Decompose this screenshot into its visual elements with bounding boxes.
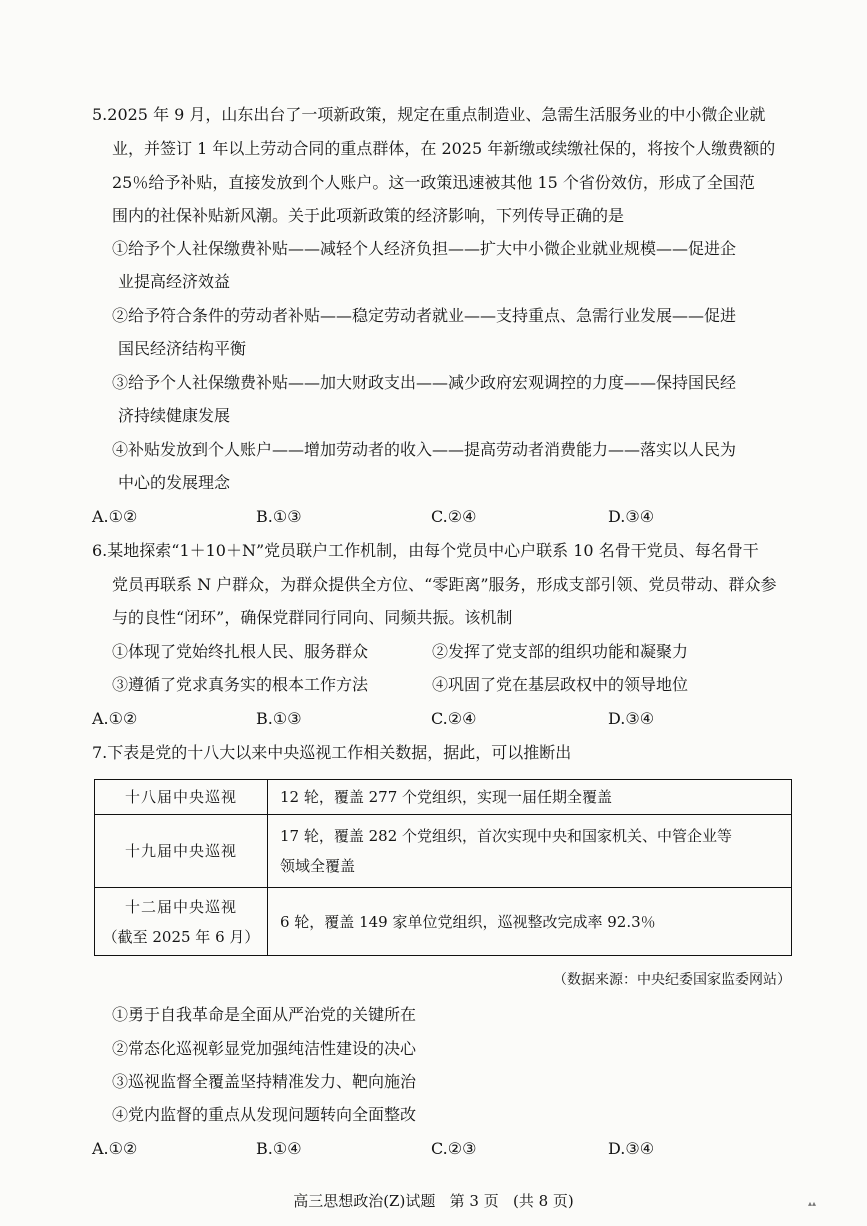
row-label: 十九届中央巡视 — [124, 842, 237, 860]
q6-stem-line: 6.某地探索“1＋10＋N”党员联户工作机制，由每个党员中心户联系 10 名骨干党员、每名骨干 — [92, 541, 759, 560]
q6-statement-4: ④巩固了党在基层政权中的领导地位 — [432, 675, 689, 694]
q7-statement-4: ④党内监督的重点从发现问题转向全面整改 — [112, 1105, 417, 1124]
q5-stem-line: 业，并签订 1 年以上劳动合同的重点群体，在 2025 年新缴或续缴社保的，将按个人缴费额的 — [112, 139, 776, 158]
q7-option-b[interactable]: B.①④ — [256, 1139, 302, 1158]
q5-statement-2-cont: 国民经济结构平衡 — [118, 339, 247, 358]
row-label: 十八届中央巡视 — [124, 788, 237, 806]
row-label-note: （截至 2025 年 6 月） — [102, 927, 260, 946]
q7-stem: 7.下表是党的十八大以来中央巡视工作相关数据，据此，可以推断出 — [92, 743, 572, 762]
table-cell-content — [268, 888, 791, 955]
q5-option-c[interactable]: C.②④ — [431, 507, 477, 526]
q7-option-d[interactable]: D.③④ — [608, 1139, 655, 1158]
q6-option-c[interactable]: C.②④ — [431, 709, 477, 728]
page-footer: 高三思想政治(Z)试题 第 3 页 (共 8 页) — [293, 1192, 574, 1210]
q5-option-a[interactable]: A.①② — [92, 507, 138, 526]
scan-mark-icon: ▴▴ — [808, 1199, 817, 1208]
q7-statement-1: ①勇于自我革命是全面从严治党的关键所在 — [112, 1005, 417, 1024]
q5-statement-3: ③给予个人社保缴费补贴——加大财政支出——减少政府宏观调控的力度——保持国民经 — [112, 373, 737, 392]
data-source-note: （数据来源：中央纪委国家监委网站） — [553, 972, 791, 988]
q5-statement-2: ②给予符合条件的劳动者补贴——稳定劳动者就业——支持重点、急需行业发展——促进 — [112, 306, 737, 325]
q6-statement-3: ③遵循了党求真务实的根本工作方法 — [112, 675, 369, 694]
q5-statement-4-cont: 中心的发展理念 — [118, 473, 231, 492]
q5-statement-1: ①给予个人社保缴费补贴——减轻个人经济负担——扩大中小微企业就业规模——促进企 — [112, 239, 737, 258]
table-cell-label — [95, 780, 268, 814]
table-row — [95, 887, 791, 955]
q5-statement-3-cont: 济持续健康发展 — [118, 406, 231, 425]
q5-statement-4: ④补贴发放到个人账户——增加劳动者的收入——提高劳动者消费能力——落实以人民为 — [112, 440, 737, 459]
q5-stem-line: 25％给予补贴，直接发放到个人账户。这一政策迅速被其他 15 个省份效仿，形成了全国范 — [112, 173, 755, 192]
q5-statement-1-cont: 业提高经济效益 — [118, 272, 231, 291]
table-cell-content — [268, 780, 791, 814]
q7-option-c[interactable]: C.②③ — [431, 1139, 477, 1158]
row-content-cont: 领域全覆盖 — [280, 857, 356, 875]
row-content: 12 轮，覆盖 277 个党组织，实现一届任期全覆盖 — [280, 788, 613, 806]
q6-statement-1: ①体现了党始终扎根人民、服务群众 — [112, 642, 369, 661]
row-label: 十二届中央巡视 — [124, 897, 237, 916]
table-row — [95, 780, 791, 814]
inspection-data-table — [94, 779, 792, 956]
q6-stem-line: 党员再联系 N 户群众，为群众提供全方位、“零距离”服务，形成支部引领、党员带动、群众参 — [112, 575, 777, 594]
q5-stem-line: 围内的社保补贴新风潮。关于此项新政策的经济影响，下列传导正确的是 — [112, 206, 625, 225]
q6-option-b[interactable]: B.①③ — [256, 709, 302, 728]
table-cell-label — [95, 888, 268, 955]
q7-statement-3: ③巡视监督全覆盖坚持精准发力、靶向施治 — [112, 1072, 417, 1091]
row-content: 17 轮，覆盖 282 个党组织，首次实现中央和国家机关、中管企业等 — [280, 827, 733, 845]
q6-option-d[interactable]: D.③④ — [608, 709, 655, 728]
table-row — [95, 814, 791, 887]
q6-statement-2: ②发挥了党支部的组织功能和凝聚力 — [432, 642, 689, 661]
q5-option-d[interactable]: D.③④ — [608, 507, 655, 526]
q5-option-b[interactable]: B.①③ — [256, 507, 302, 526]
table-cell-content — [268, 815, 791, 887]
q6-option-a[interactable]: A.①② — [92, 709, 138, 728]
table-cell-label — [95, 815, 268, 887]
q5-stem-line: 5.2025 年 9 月，山东出台了一项新政策，规定在重点制造业、急需生活服务业的中小微企业就 — [92, 105, 766, 124]
q7-option-a[interactable]: A.①② — [92, 1139, 138, 1158]
q7-statement-2: ②常态化巡视彰显党加强纯洁性建设的决心 — [112, 1039, 417, 1058]
q6-stem-line: 与的良性“闭环”，确保党群同行同向、同频共振。该机制 — [112, 608, 513, 627]
row-content: 6 轮，覆盖 149 家单位党组织，巡视整改完成率 92.3％ — [280, 912, 656, 931]
